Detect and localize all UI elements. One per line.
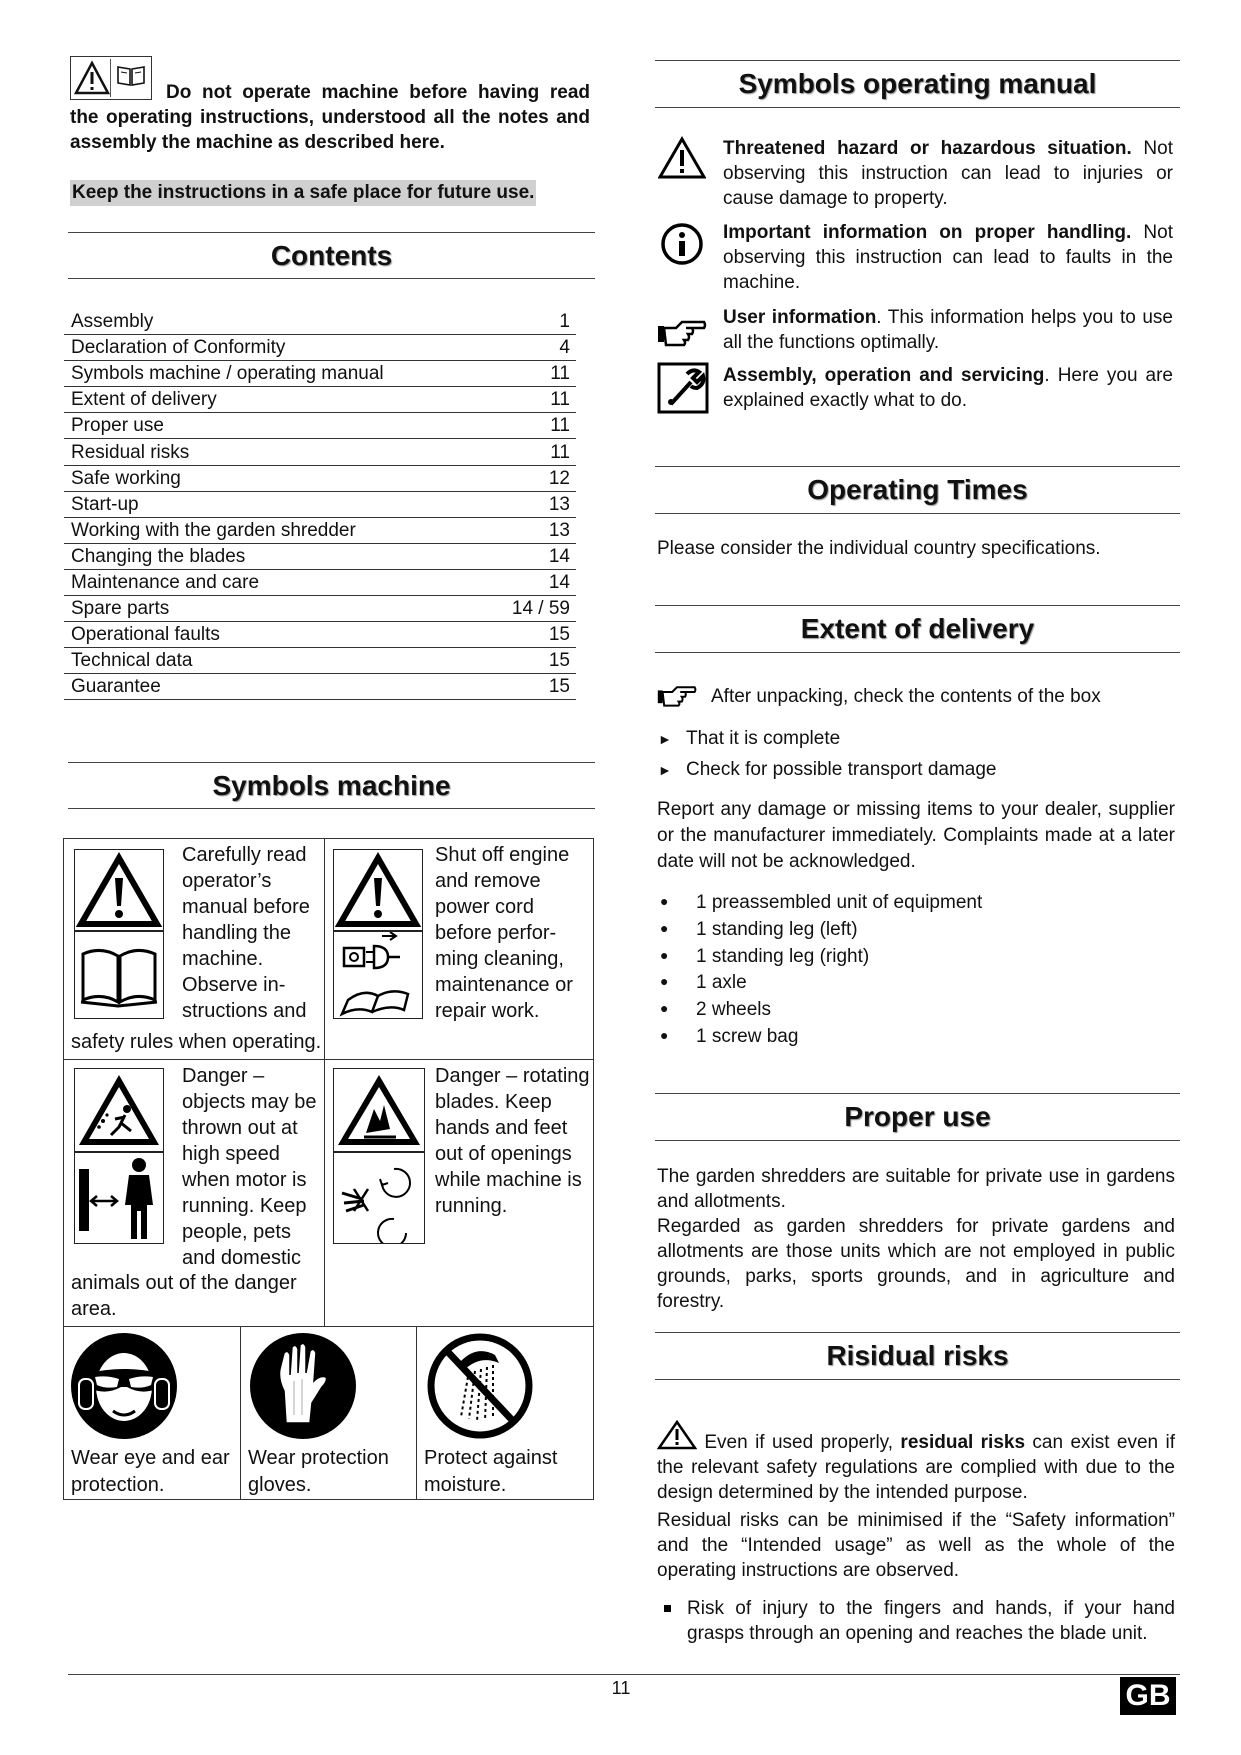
symbol-manual-hazard-bold: Threatened hazard or hazardous situation. xyxy=(723,138,1132,159)
contents-row-page: 12 xyxy=(548,467,570,489)
unplug-and-manual-icon xyxy=(333,931,423,1019)
contents-row-label: Technical data xyxy=(71,650,193,672)
contents-row xyxy=(64,570,576,596)
symbol-cell-thrown-objects-line: Danger – xyxy=(182,1065,265,1087)
symbol-cell-thrown-objects-line: objects may be xyxy=(182,1091,317,1113)
warning-triangle-icon xyxy=(333,849,423,931)
symbols-machine-heading: Symbols machine xyxy=(68,762,595,809)
symbol-cell-moisture xyxy=(416,1326,594,1500)
symbol-cell-thrown-objects-line: high speed xyxy=(182,1143,280,1165)
contents-row xyxy=(64,674,576,700)
extent-item-text: 1 screw bag xyxy=(696,1026,799,1047)
symbol-cell-read-manual-tail: safety rules when operating. xyxy=(71,1031,322,1053)
symbol-cell-gloves-line2: gloves. xyxy=(248,1474,312,1496)
contents-row xyxy=(64,335,576,361)
extent-item xyxy=(660,995,771,1023)
contents-row xyxy=(64,466,576,492)
symbols-manual-heading: Symbols operating manual xyxy=(655,60,1180,108)
contents-row-label: Maintenance and care xyxy=(71,572,260,593)
footer-rule xyxy=(68,1674,1180,1675)
symbol-cell-eye-ear-line1: Wear eye and ear xyxy=(71,1447,230,1469)
symbol-manual-assembly-rest: . Here you are explained exactly what to do. xyxy=(723,365,1173,411)
symbol-manual-assembly xyxy=(723,363,1173,413)
symbol-manual-info-bold: Important information on proper handling. xyxy=(723,222,1132,243)
symbol-cell-rotating-blades-line: hands and feet xyxy=(435,1117,568,1139)
contents-row-page: 14 xyxy=(548,572,570,593)
extent-item-text: 1 standing leg (right) xyxy=(696,945,870,967)
symbol-cell-read-manual-line: Observe in- xyxy=(182,974,286,996)
extent-item xyxy=(660,915,858,943)
contents-row-page: 14 / 59 xyxy=(511,598,570,620)
contents-row-page: 13 xyxy=(548,493,570,515)
residual-risks-heading: Risidual risks xyxy=(655,1332,1180,1380)
thrown-objects-warning-icon xyxy=(74,1068,164,1152)
extent-arrow-item: ► That it is complete xyxy=(658,726,840,752)
symbol-cell-shut-off-line: and remove xyxy=(435,870,541,892)
contents-heading: Contents xyxy=(68,232,595,279)
contents-row-page: 4 xyxy=(559,337,570,359)
residual-bullet: Risk of injury to the fingers and hands, if your hand grasps through an opening and reaches the blade unit. xyxy=(657,1596,1175,1646)
contents-row-label: Assembly xyxy=(71,311,154,332)
contents-row-page: 15 xyxy=(548,676,570,698)
keep-instructions-text: Keep the instructions in a safe place for future use. xyxy=(70,180,536,206)
symbol-cell-read-manual-line: Carefully read xyxy=(182,844,307,866)
symbol-cell-read-manual-line: machine. xyxy=(182,948,264,970)
extent-arrow-item: ► Check for possible transport damage xyxy=(658,757,997,783)
symbol-cell-read-manual-line: operator’s xyxy=(182,870,272,892)
extent-item-text: 1 preassembled unit of equipment xyxy=(696,892,983,913)
symbol-cell-shut-off-line: before perfor- xyxy=(435,922,557,944)
hazard-triangle-icon xyxy=(658,136,706,180)
symbol-cell-read-manual-line: structions and xyxy=(182,1000,307,1022)
contents-row xyxy=(64,648,576,674)
symbol-cell-thrown-objects-line: and domestic xyxy=(182,1247,301,1269)
symbol-cell-rotating-blades-line: blades. Keep xyxy=(435,1091,552,1113)
warning-triangle-icon xyxy=(74,849,164,931)
symbol-cell-read-manual-line: manual before xyxy=(182,896,310,918)
symbol-manual-info xyxy=(723,220,1173,295)
bullet-dot-icon: ● xyxy=(660,946,669,963)
extent-item-text: 1 axle xyxy=(696,972,747,994)
extent-item xyxy=(660,1022,798,1050)
extent-item xyxy=(660,942,869,970)
contents-row-page: 11 xyxy=(550,415,570,437)
open-book-icon xyxy=(74,931,164,1019)
contents-row xyxy=(64,544,576,570)
symbol-cell-rotating-blades-line: Danger – rotating xyxy=(435,1065,590,1087)
symbol-manual-hazard xyxy=(723,136,1173,211)
contents-row-label: Guarantee xyxy=(71,676,161,698)
page-number: 11 xyxy=(611,1678,631,1698)
contents-row xyxy=(64,387,576,413)
contents-row-label: Spare parts xyxy=(71,598,170,620)
symbol-manual-assembly-bold: Assembly, operation and servicing xyxy=(723,365,1045,386)
wrench-icon xyxy=(657,362,709,414)
contents-row xyxy=(64,492,576,518)
arrow-bullet-icon: ► xyxy=(658,731,672,747)
symbol-cell-rotating-blades xyxy=(324,1059,594,1327)
contents-row-page: 13 xyxy=(548,519,570,541)
bullet-dot-icon: ● xyxy=(660,1027,669,1043)
symbol-cell-thrown-objects-line: when motor is xyxy=(182,1169,307,1191)
symbol-cell-rotating-blades-line: while machine is xyxy=(435,1169,582,1191)
contents-row-page: 15 xyxy=(548,650,570,672)
proper-use-p1: The garden shredders are suitable for private use in gardens and allotments. xyxy=(657,1166,1175,1212)
contents-row-page: 15 xyxy=(548,624,570,646)
symbol-cell-gloves xyxy=(240,1326,417,1500)
symbol-cell-eye-ear xyxy=(63,1326,241,1500)
contents-row-label: Declaration of Conformity xyxy=(71,337,286,359)
symbol-cell-shut-off-line: power cord xyxy=(435,896,534,918)
contents-row-page: 1 xyxy=(559,311,570,332)
symbol-cell-gloves-line1: Wear protection xyxy=(248,1447,389,1469)
symbol-cell-shut-off-line: repair work. xyxy=(435,1000,540,1022)
extent-report-text: Report any damage or missing items to your dealer, supplier or the manufacturer immediately. Complaints made at a later date will not be acknowledged. xyxy=(657,799,1175,872)
symbol-cell-thrown-objects-tail2: area. xyxy=(71,1298,117,1320)
contents-row-page: 14 xyxy=(548,545,570,567)
bullet-dot-icon: ● xyxy=(660,973,669,990)
contents-row-page: 11 xyxy=(550,441,570,463)
operating-times-heading: Operating Times xyxy=(655,466,1180,514)
extent-item-text: 1 standing leg (left) xyxy=(696,918,858,940)
arrow-bullet-icon: ► xyxy=(658,762,672,778)
contents-row-page: 11 xyxy=(550,389,570,411)
proper-use-heading: Proper use xyxy=(655,1093,1180,1141)
symbol-cell-moisture-line2: moisture. xyxy=(424,1474,507,1496)
eye-ear-protection-icon xyxy=(69,1331,179,1441)
symbol-cell-rotating-blades-line: running. xyxy=(435,1195,508,1217)
contents-row-label: Symbols machine / operating manual xyxy=(71,363,384,385)
contents-row xyxy=(64,518,576,544)
bullet-dot-icon: ● xyxy=(660,893,669,909)
contents-row-label: Working with the garden shredder xyxy=(71,519,356,541)
contents-row-page: 11 xyxy=(550,363,570,385)
contents-row-label: Extent of delivery xyxy=(71,389,217,411)
symbol-manual-user-info xyxy=(723,305,1173,355)
symbol-manual-hazard-rest: Not observing this instruction can lead to injuries or cause damage to property. xyxy=(723,138,1173,209)
contents-row xyxy=(64,309,576,335)
rotating-blades-warning-icon xyxy=(333,1068,425,1152)
pointing-hand-icon xyxy=(656,684,698,708)
symbol-cell-shut-off-line: ming cleaning, xyxy=(435,948,564,970)
symbol-cell-rotating-blades-line: out of openings xyxy=(435,1143,572,1165)
square-bullet-icon xyxy=(664,1605,671,1612)
intro-warning-text: Do not operate machine before having read the operating instructions, understood all the notes and assembly the machine as described here. xyxy=(70,82,590,153)
symbol-cell-read-manual-line: handling the xyxy=(182,922,291,944)
info-circle-icon xyxy=(660,222,704,266)
contents-row xyxy=(64,361,576,387)
extent-item-text: 2 wheels xyxy=(696,999,771,1021)
symbol-cell-eye-ear-line2: protection. xyxy=(71,1474,165,1496)
operating-times-text: Please consider the individual country specifications. xyxy=(657,538,1101,559)
contents-row xyxy=(64,440,576,466)
contents-row-label: Operational faults xyxy=(71,624,220,646)
symbol-manual-user-info-rest: . This information helps you to use all the functions optimally. xyxy=(723,307,1173,353)
symbol-cell-thrown-objects-line: people, pets xyxy=(182,1221,291,1243)
contents-row-label: Start-up xyxy=(71,493,139,515)
proper-use-p2: Regarded as garden shredders for private gardens and allotments are those units which are not employed in public grounds, parks, sports grounds, and in agriculture and forestry. xyxy=(657,1216,1175,1312)
symbol-cell-thrown-objects-line: running. Keep xyxy=(182,1195,307,1217)
gloves-icon xyxy=(248,1331,358,1441)
symbol-cell-thrown-objects xyxy=(63,1059,325,1327)
symbol-cell-shut-off-line: Shut off engine xyxy=(435,844,570,866)
symbol-cell-thrown-objects-tail1: animals out of the danger xyxy=(71,1272,297,1294)
bullet-dot-icon: ● xyxy=(660,1000,669,1017)
extent-item xyxy=(660,968,747,996)
symbol-manual-info-rest: Not observing this instruction can lead to faults in the machine. xyxy=(723,222,1173,293)
bullet-dot-icon: ● xyxy=(660,919,669,936)
symbol-cell-read-manual xyxy=(63,838,325,1060)
warning-triangle-icon xyxy=(657,1420,697,1450)
symbol-cell-moisture-line1: Protect against xyxy=(424,1447,558,1469)
contents-row xyxy=(64,622,576,648)
symbol-manual-user-info-bold: User information xyxy=(723,307,877,328)
keep-distance-person-icon xyxy=(74,1152,164,1244)
symbol-cell-shut-off xyxy=(324,838,594,1060)
residual-p2: Residual risks can be minimised if the “Safety information” and the “Intended usage” as well as the whole of the operating instructions are observed. xyxy=(657,1510,1175,1581)
contents-row-label: Proper use xyxy=(71,415,164,437)
contents-row xyxy=(64,596,576,622)
contents-row-label: Safe working xyxy=(71,467,181,489)
contents-row-label: Changing the blades xyxy=(71,545,246,567)
extent-heading: Extent of delivery xyxy=(655,605,1180,653)
symbol-cell-shut-off-line: maintenance or xyxy=(435,974,573,996)
no-moisture-icon xyxy=(425,1331,535,1441)
pointing-hand-icon xyxy=(656,318,708,348)
symbol-cell-thrown-objects-line: thrown out at xyxy=(182,1117,298,1139)
blade-rotation-icon xyxy=(333,1152,425,1244)
residual-p1: Even if used properly, residual risks can exist even if the relevant safety regulations are complied with due to the design determined by the intended purpose. xyxy=(657,1420,1175,1505)
contents-row-label: Residual risks xyxy=(71,441,190,463)
contents-row xyxy=(64,413,576,439)
extent-check-text: After unpacking, check the contents of the box xyxy=(711,686,1101,707)
country-badge: GB xyxy=(1120,1677,1176,1715)
extent-item xyxy=(660,888,982,916)
